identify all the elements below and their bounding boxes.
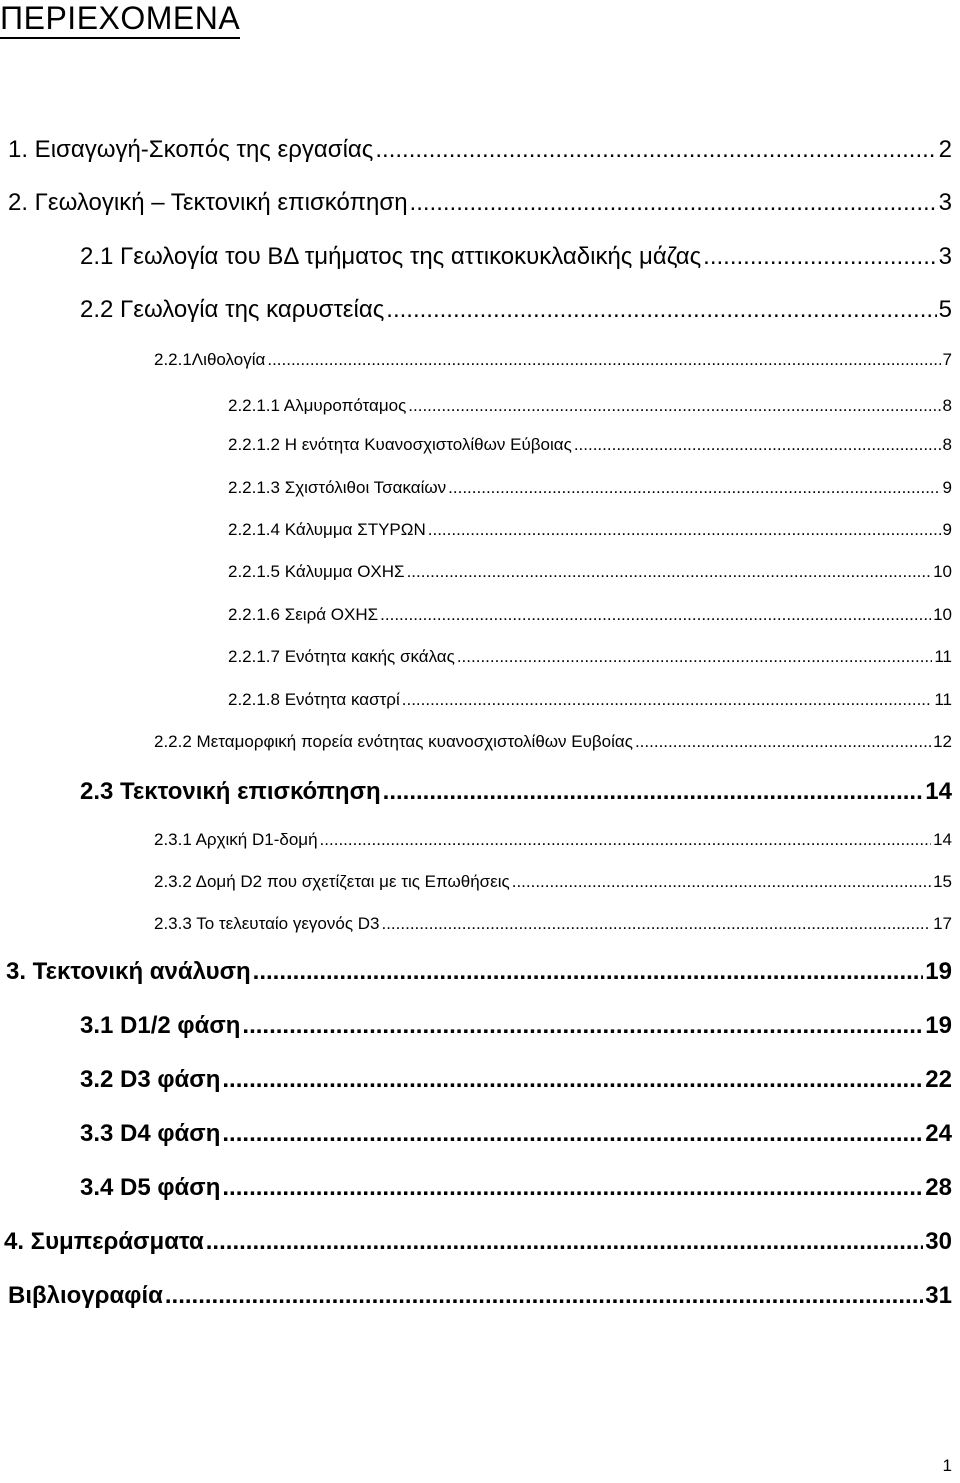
toc-leader-dots: [383, 778, 924, 806]
toc-entry-bibliography[interactable]: [8, 1282, 952, 1310]
toc-leader-dots: [222, 1120, 923, 1148]
toc-entry-page: 14: [925, 778, 952, 805]
toc-entry-2-2-1-7[interactable]: [228, 647, 952, 667]
toc-entry-page: 12: [933, 732, 952, 751]
toc-entry-page: 19: [925, 1012, 952, 1039]
toc-leader-dots: [703, 243, 936, 271]
toc-entry-2-2-1-8[interactable]: [228, 690, 952, 710]
toc-entry-page: 9: [942, 478, 952, 497]
toc-entry-4[interactable]: [4, 1228, 952, 1256]
toc-entry-page: 11: [934, 690, 952, 709]
toc-leader-dots: [448, 478, 940, 498]
toc-entry-page: 5: [938, 296, 952, 323]
toc-entry-2-2-1-1[interactable]: [228, 396, 952, 416]
toc-entry-3-2[interactable]: [80, 1066, 952, 1094]
toc-leader-dots: [380, 605, 931, 625]
toc-entry-label: 2.2.2 Μεταμορφική πορεία ενότητας κυανοσχιστολίθων Ευβοίας: [154, 732, 633, 751]
toc-leader-dots: [206, 1228, 924, 1256]
toc-leader-dots: [375, 136, 936, 164]
toc-leader-dots: [381, 914, 931, 934]
toc-entry-2-1[interactable]: [80, 243, 952, 271]
toc-entry-page: 17: [933, 914, 952, 933]
toc-leader-dots: [402, 690, 933, 710]
toc-entry-label: 2.1 Γεωλογία του ΒΔ τμήματος της αττικοκυκλαδικής μάζας: [80, 243, 702, 270]
toc-entry-label: 2.3 Τεκτονική επισκόπηση: [80, 778, 381, 805]
toc-title: ΠΕΡΙΕΧΟΜΕΝΑ: [0, 0, 240, 39]
toc-entry-label: 2.2.1.3 Σχιστόλιθοι Τσακαίων: [228, 478, 447, 497]
toc-entry-page: 14: [933, 830, 952, 849]
toc-entry-3-1[interactable]: [80, 1012, 952, 1040]
toc-entry-label: 2. Γεωλογική – Τεκτονική επισκόπηση: [8, 189, 408, 216]
toc-entry-2-3[interactable]: [80, 778, 952, 806]
page-number: 1: [942, 1456, 952, 1475]
toc-entry-page: 22: [925, 1066, 952, 1093]
toc-entry-3-4[interactable]: [80, 1174, 952, 1202]
toc-entry-page: 2: [938, 136, 952, 163]
toc-entry-label: 2.2.1.2 Η ενότητα Κυανοσχιστολίθων Εύβοιας: [228, 435, 572, 454]
toc-leader-dots: [222, 1066, 923, 1094]
toc-entry-label: 3. Τεκτονική ανάλυση: [6, 958, 251, 985]
toc-entry-2-2-1-4[interactable]: [228, 520, 952, 540]
toc-entry-2-2-1-2[interactable]: [228, 435, 952, 455]
toc-entry-page: 10: [933, 605, 952, 624]
toc-leader-dots: [267, 350, 940, 370]
toc-entry-label: 4. Συμπεράσματα: [4, 1228, 204, 1255]
toc-entry-2-3-2[interactable]: [154, 872, 952, 892]
toc-entry-label: 2.3.1 Αρχική D1-δομή: [154, 830, 318, 849]
toc-entry-2-2-2[interactable]: [154, 732, 952, 752]
toc-leader-dots: [512, 872, 931, 892]
toc-entry-3[interactable]: [6, 958, 952, 986]
toc-entry-page: 30: [925, 1228, 952, 1255]
toc-leader-dots: [242, 1012, 923, 1040]
toc-entry-label: 2.2.1.4 Κάλυμμα ΣΤΥΡΩΝ: [228, 520, 426, 539]
toc-entry-2[interactable]: [8, 189, 952, 217]
toc-leader-dots: [408, 396, 940, 416]
toc-entry-page: 28: [925, 1174, 952, 1201]
toc-entry-label: 2.2.1Λιθολογία: [154, 350, 266, 369]
toc-entry-2-2-1-6[interactable]: [228, 605, 952, 625]
toc-leader-dots: [428, 520, 941, 540]
toc-entry-page: 9: [942, 520, 952, 539]
toc-leader-dots: [574, 435, 941, 455]
toc-entry-label: 2.2.1.1 Αλμυροπόταμος: [228, 396, 407, 415]
toc-entry-3-3[interactable]: [80, 1120, 952, 1148]
toc-entry-label: 2.2 Γεωλογία της καρυστείας: [80, 296, 385, 323]
toc-entry-label: 2.2.1.7 Ενότητα κακής σκάλας: [228, 647, 455, 666]
toc-entry-page: 19: [925, 958, 952, 985]
toc-entry-page: 3: [938, 189, 952, 216]
toc-entry-page: 15: [933, 872, 952, 891]
toc-entry-page: 10: [933, 562, 952, 581]
toc-entry-2-3-1[interactable]: [154, 830, 952, 850]
toc-entry-label: 3.2 D3 φάση: [80, 1066, 221, 1093]
toc-entry-label: 3.3 D4 φάση: [80, 1120, 221, 1147]
toc-leader-dots: [320, 830, 932, 850]
toc-entry-1[interactable]: [8, 136, 952, 164]
toc-entry-2-2-1-3[interactable]: [228, 478, 952, 498]
toc-entry-label: 2.3.3 Το τελευταίο γεγονός D3: [154, 914, 380, 933]
toc-entry-label: 1. Εισαγωγή-Σκοπός της εργασίας: [8, 136, 374, 163]
toc-leader-dots: [253, 958, 924, 986]
toc-entry-page: 31: [925, 1282, 952, 1309]
toc-entry-page: 11: [934, 647, 952, 666]
toc-entry-label: 3.4 D5 φάση: [80, 1174, 221, 1201]
toc-entry-page: 8: [942, 435, 952, 454]
toc-entry-2-3-3[interactable]: [154, 914, 952, 934]
toc-entry-2-2[interactable]: [80, 296, 952, 324]
toc-entry-2-2-1-5[interactable]: [228, 562, 952, 582]
toc-leader-dots: [222, 1174, 923, 1202]
toc-entry-label: Βιβλιογραφία: [8, 1282, 163, 1309]
toc-leader-dots: [407, 562, 932, 582]
toc-entry-page: 3: [938, 243, 952, 270]
toc-entry-page: 7: [942, 350, 952, 369]
toc-entry-label: 2.3.2 Δομή D2 που σχετίζεται με τις Επωθήσεις: [154, 872, 510, 891]
toc-entry-label: 2.2.1.6 Σειρά ΟΧΗΣ: [228, 605, 379, 624]
toc-entry-2-2-1[interactable]: [154, 350, 952, 370]
toc-leader-dots: [410, 189, 937, 217]
toc-entry-page: 8: [942, 396, 952, 415]
toc-entry-page: 24: [925, 1120, 952, 1147]
toc-leader-dots: [386, 296, 936, 324]
toc-entry-label: 2.2.1.8 Ενότητα καστρί: [228, 690, 400, 709]
toc-leader-dots: [457, 647, 933, 667]
toc-entry-label: 3.1 D1/2 φάση: [80, 1012, 241, 1039]
toc-entry-label: 2.2.1.5 Κάλυμμα ΟΧΗΣ: [228, 562, 405, 581]
toc-leader-dots: [635, 732, 931, 752]
toc-leader-dots: [165, 1282, 923, 1310]
